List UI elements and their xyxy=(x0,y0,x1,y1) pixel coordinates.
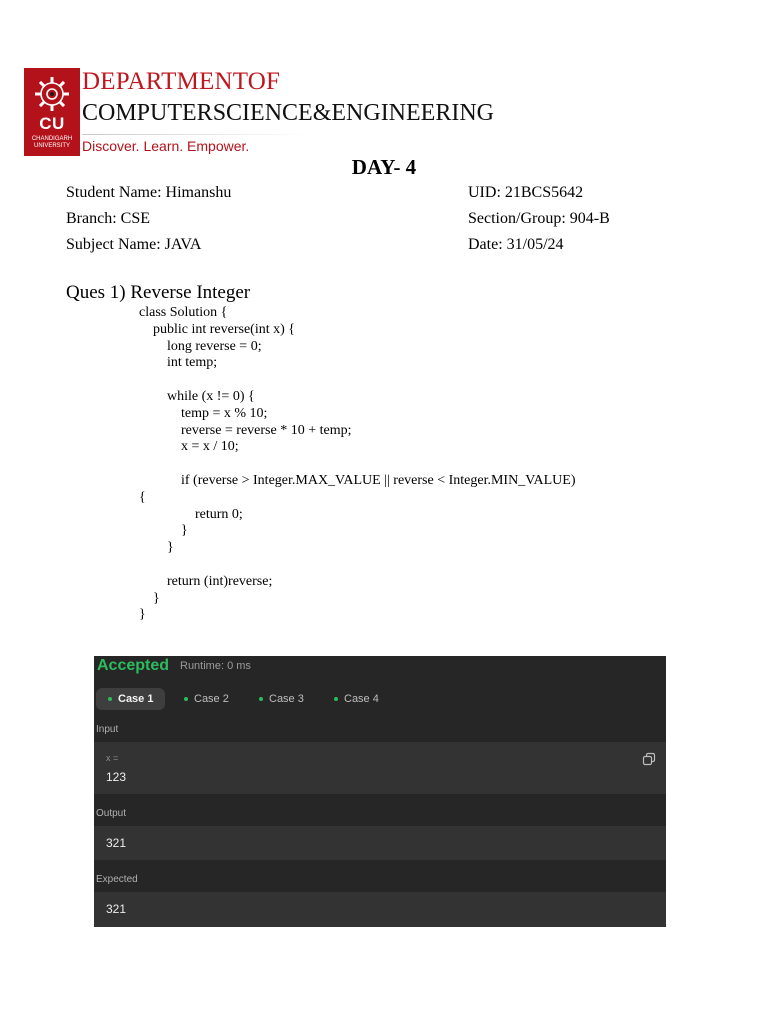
tab-label: Case 2 xyxy=(194,693,229,705)
solution-code: class Solution { public int reverse(int x) { long reverse = 0; int temp; while (x != 0) { temp = x % 10; reverse = reverse * 10 + temp; x = x / 10; if (reverse > Integer.MAX_VALUE || reverse < Integer.MIN_VALUE) { return 0; } } return (int)reverse; } } xyxy=(139,305,576,623)
tab-case-1[interactable] xyxy=(96,688,165,710)
university-logo xyxy=(24,68,80,156)
copy-icon[interactable] xyxy=(642,752,656,766)
expected-box xyxy=(94,892,666,927)
runtime-label: Runtime: 0 ms xyxy=(180,660,251,672)
gear-emblem-icon xyxy=(32,74,72,114)
logo-initials: CU xyxy=(39,114,65,133)
expected-label: Expected xyxy=(96,874,138,885)
department-header xyxy=(24,68,544,158)
tab-label: Case 3 xyxy=(269,693,304,705)
question-heading: Ques 1) Reverse Integer xyxy=(66,282,251,303)
output-value: 321 xyxy=(106,836,127,850)
tab-case-4[interactable] xyxy=(322,688,391,710)
page-title: DAY- 4 xyxy=(351,155,417,179)
date: Date: 31/05/24 xyxy=(468,236,564,253)
university-tagline: Discover. Learn. Empower. xyxy=(82,138,250,154)
input-label: Input xyxy=(96,724,119,735)
passed-dot-icon xyxy=(184,697,188,701)
subject-name: Subject Name: JAVA xyxy=(66,236,202,253)
section-group: Section/Group: 904-B xyxy=(468,210,610,227)
tab-label: Case 4 xyxy=(344,693,379,705)
output-box xyxy=(94,826,666,860)
expected-value: 321 xyxy=(106,902,127,916)
department-title-line1: DEPARTMENTOF xyxy=(82,68,281,95)
output-label: Output xyxy=(96,808,127,819)
branch: Branch: CSE xyxy=(66,210,150,227)
test-result-panel xyxy=(94,656,666,927)
header-divider xyxy=(82,134,312,135)
input-variable-name: x = xyxy=(106,753,119,763)
tab-case-3[interactable] xyxy=(247,688,316,710)
passed-dot-icon xyxy=(108,697,112,701)
student-name: Student Name: Himanshu xyxy=(66,184,232,201)
department-title-line2: COMPUTERSCIENCE&ENGINEERING xyxy=(82,100,494,126)
logo-university-name: CHANDIGARH UNIVERSITY xyxy=(31,136,73,149)
input-box xyxy=(94,742,666,794)
tab-label: Case 1 xyxy=(118,693,154,705)
passed-dot-icon xyxy=(334,697,338,701)
student-uid: UID: 21BCS5642 xyxy=(468,184,584,201)
tab-case-2[interactable] xyxy=(172,688,241,710)
passed-dot-icon xyxy=(259,697,263,701)
status-accepted: Accepted xyxy=(97,657,170,674)
input-value: 123 xyxy=(106,770,127,784)
